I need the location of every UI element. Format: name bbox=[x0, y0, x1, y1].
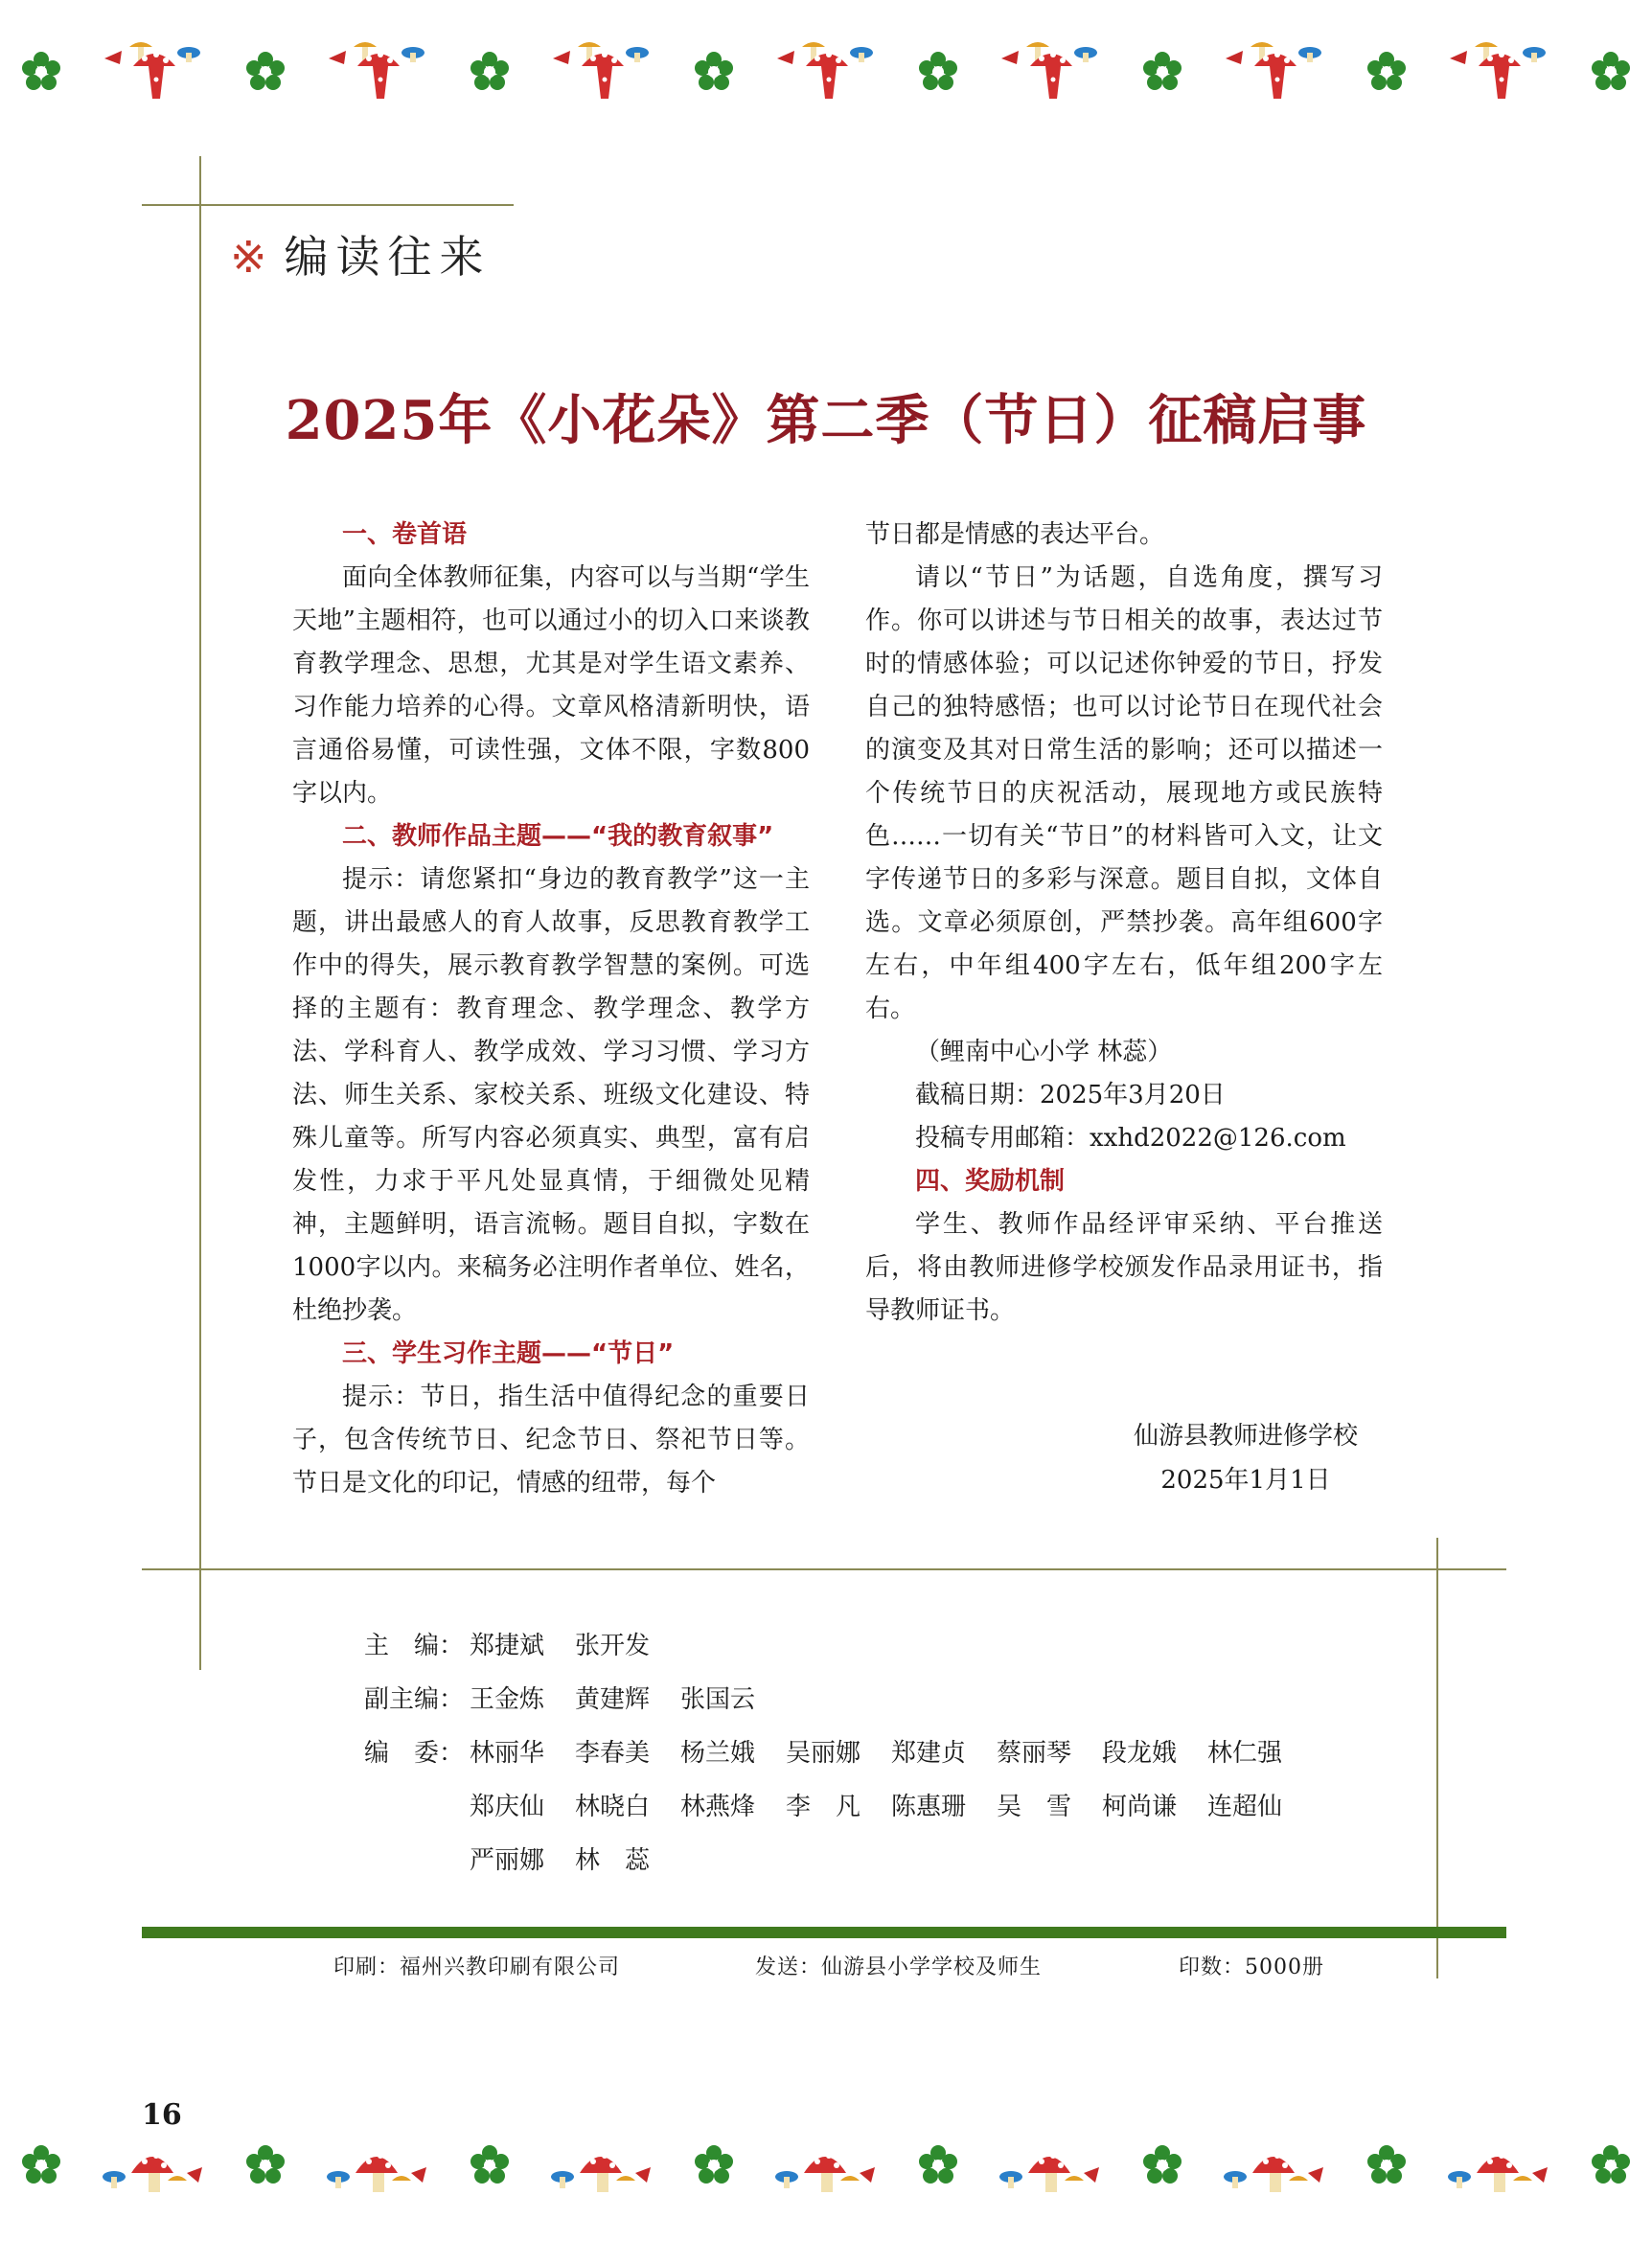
mushroom-cluster-icon bbox=[325, 2135, 430, 2196]
mushroom-cluster-icon bbox=[1446, 41, 1551, 103]
submission-email: 投稿专用邮箱：xxhd2022@126.com bbox=[915, 1124, 1346, 1153]
board-member-name: 林燕烽 bbox=[680, 1793, 756, 1821]
flower-icon bbox=[691, 49, 737, 95]
board-member-name: 郑建贞 bbox=[891, 1739, 967, 1768]
board-member-name: 林晓白 bbox=[575, 1793, 651, 1821]
mushroom-cluster-icon bbox=[325, 41, 430, 103]
mushroom-cluster-icon bbox=[101, 41, 206, 103]
section-heading-2: 二、教师作品主题——“我的教育叙事” bbox=[342, 822, 774, 851]
mushroom-cluster-icon bbox=[998, 2135, 1103, 2196]
author-credit: （鲤南中心小学 林蕊） bbox=[915, 1038, 1173, 1066]
flower-icon bbox=[1139, 49, 1185, 95]
deputy-editor-label: 副主编： bbox=[364, 1685, 465, 1714]
board-member-name: 林仁强 bbox=[1207, 1739, 1283, 1768]
bottom-decorative-border bbox=[0, 2122, 1652, 2208]
section-body-2: 提示：请您紧扣“身边的教育教学”这一主题，讲出最感人的育人故事，反思教育教学工作中的得失，展示教育教学智慧的案例。可选择的主题有：教育理念、教学理念、教学方法、学科育人、教学成效、学习习惯、学习方法、师生关系、家校关系、班级文化建设、特殊儿童等。所写内容必须真实、典型，富有启发性，力求于平凡处显真情，于细微处见精神，主题鲜明，语言流畅。题目自拟，字数在1000字以内。来稿务必注明作者单位、姓名，杜绝抄袭。 bbox=[292, 865, 810, 1325]
board-member-name: 连超仙 bbox=[1207, 1793, 1283, 1821]
flower-icon bbox=[467, 2142, 513, 2188]
right-vertical-rule bbox=[1436, 1538, 1438, 1978]
flower-icon bbox=[1139, 2142, 1185, 2188]
board-member-name: 李春美 bbox=[575, 1739, 651, 1768]
board-member-name: 李 凡 bbox=[786, 1793, 861, 1821]
board-member-name: 柯尚谦 bbox=[1102, 1793, 1178, 1821]
flower-icon bbox=[1588, 49, 1634, 95]
board-member-name: 郑捷斌 bbox=[470, 1632, 545, 1660]
section-body-1: 面向全体教师征集，内容可以与当期“学生天地”主题相符，也可以通过小的切入口来谈教育教学理念、思想，尤其是对学生语文素养、习作能力培养的心得。文章风格清新明快，语言通俗易懂，可读性强，文体不限，字数800字以内。 bbox=[292, 563, 810, 808]
flower-icon bbox=[1364, 49, 1410, 95]
board-member-name: 郑庆仙 bbox=[470, 1793, 545, 1821]
committee-row bbox=[364, 1726, 1332, 1887]
board-member-name: 蔡丽琴 bbox=[997, 1739, 1072, 1768]
deadline: 截稿日期：2025年3月20日 bbox=[915, 1081, 1226, 1109]
flower-icon bbox=[1364, 2142, 1410, 2188]
flower-icon bbox=[467, 49, 513, 95]
mushroom-cluster-icon bbox=[1446, 2135, 1551, 2196]
board-member-name: 张国云 bbox=[680, 1685, 756, 1714]
distribution-info: 发送：仙游县小学学校及师生 bbox=[755, 1955, 1043, 1979]
flower-icon bbox=[242, 49, 288, 95]
footer-bar bbox=[142, 1927, 1506, 1938]
top-horizontal-rule bbox=[142, 204, 514, 206]
section-body-3: 提示：节日，指生活中值得纪念的重要日子，包含传统节日、纪念节日、祭祀节日等。节日是文化的印记，情感的纽带，每个 bbox=[292, 1383, 810, 1498]
top-decorative-border bbox=[0, 29, 1652, 115]
board-member-name: 林丽华 bbox=[470, 1739, 545, 1768]
mushroom-cluster-icon bbox=[101, 2135, 206, 2196]
reference-mark-icon: ※ bbox=[230, 231, 275, 283]
board-member-name: 林 蕊 bbox=[575, 1846, 651, 1875]
board-member-name: 王金炼 bbox=[470, 1685, 545, 1714]
editorial-board bbox=[364, 1619, 1332, 1887]
page-title: 2025年《小花朵》第二季（节日）征稿启事 bbox=[285, 389, 1367, 452]
flower-icon bbox=[915, 49, 961, 95]
divider-rule bbox=[142, 1568, 1506, 1570]
board-member-name: 杨兰娥 bbox=[680, 1739, 756, 1768]
left-column bbox=[292, 514, 810, 1505]
flower-icon bbox=[691, 2142, 737, 2188]
flower-icon bbox=[242, 2142, 288, 2188]
flower-icon bbox=[18, 2142, 64, 2188]
print-run-info: 印数：5000册 bbox=[1179, 1955, 1324, 1979]
committee-label: 编 委： bbox=[364, 1739, 465, 1768]
board-member-name: 陈惠珊 bbox=[891, 1793, 967, 1821]
board-member-name: 吴丽娜 bbox=[786, 1739, 861, 1768]
signature-organization: 仙游县教师进修学校 bbox=[1133, 1422, 1358, 1451]
section-label bbox=[230, 222, 492, 286]
printer-info: 印刷：福州兴教印刷有限公司 bbox=[333, 1955, 621, 1979]
mushroom-cluster-icon bbox=[773, 2135, 879, 2196]
mushroom-cluster-icon bbox=[549, 41, 654, 103]
board-member-name: 段龙娥 bbox=[1102, 1739, 1178, 1768]
board-member-name: 吴 雪 bbox=[997, 1793, 1072, 1821]
section-body-3-paragraph-2: 请以“节日”为话题，自选角度，撰写习作。你可以讲述与节日相关的故事，表达过节时的情感体验；可以记述你钟爱的节日，抒发自己的独特感悟；也可以讨论节日在现代社会的演变及其对日常生活的影响；还可以描述一个传统节日的庆祝活动，展现地方或民族特色……一切有关“节日”的材料皆可入文，让文字传递节日的多彩与深意。题目自拟，文体自选。文章必须原创，严禁抄袭。高年组600字左右，中年组400字左右，低年组200字左右。 bbox=[865, 563, 1383, 1023]
board-member-name: 黄建辉 bbox=[575, 1685, 651, 1714]
page-number: 16 bbox=[142, 2098, 182, 2132]
flower-icon bbox=[18, 49, 64, 95]
section-heading-1: 一、卷首语 bbox=[342, 520, 468, 549]
right-column bbox=[865, 514, 1383, 1333]
mushroom-cluster-icon bbox=[1222, 41, 1327, 103]
section-body-3-continued: 节日都是情感的表达平台。 bbox=[865, 520, 1165, 549]
flower-icon bbox=[1588, 2142, 1634, 2188]
mushroom-cluster-icon bbox=[1222, 2135, 1327, 2196]
flower-icon bbox=[915, 2142, 961, 2188]
mushroom-cluster-icon bbox=[773, 41, 879, 103]
deputy-editor-row bbox=[364, 1673, 1332, 1726]
board-member-name: 张开发 bbox=[575, 1632, 651, 1660]
mushroom-cluster-icon bbox=[998, 41, 1103, 103]
section-label-text: 编读往来 bbox=[284, 231, 492, 283]
section-heading-4: 四、奖励机制 bbox=[915, 1167, 1066, 1196]
mushroom-cluster-icon bbox=[549, 2135, 654, 2196]
chief-editor-row bbox=[364, 1619, 1332, 1673]
board-member-name: 严丽娜 bbox=[470, 1846, 545, 1875]
signature-date: 2025年1月1日 bbox=[1160, 1466, 1331, 1495]
section-body-4: 学生、教师作品经评审采纳、平台推送后，将由教师进修学校颁发作品录用证书，指导教师证书。 bbox=[865, 1210, 1383, 1325]
chief-editor-label: 主 编： bbox=[364, 1632, 465, 1660]
section-heading-3: 三、学生习作主题——“节日” bbox=[342, 1339, 675, 1368]
